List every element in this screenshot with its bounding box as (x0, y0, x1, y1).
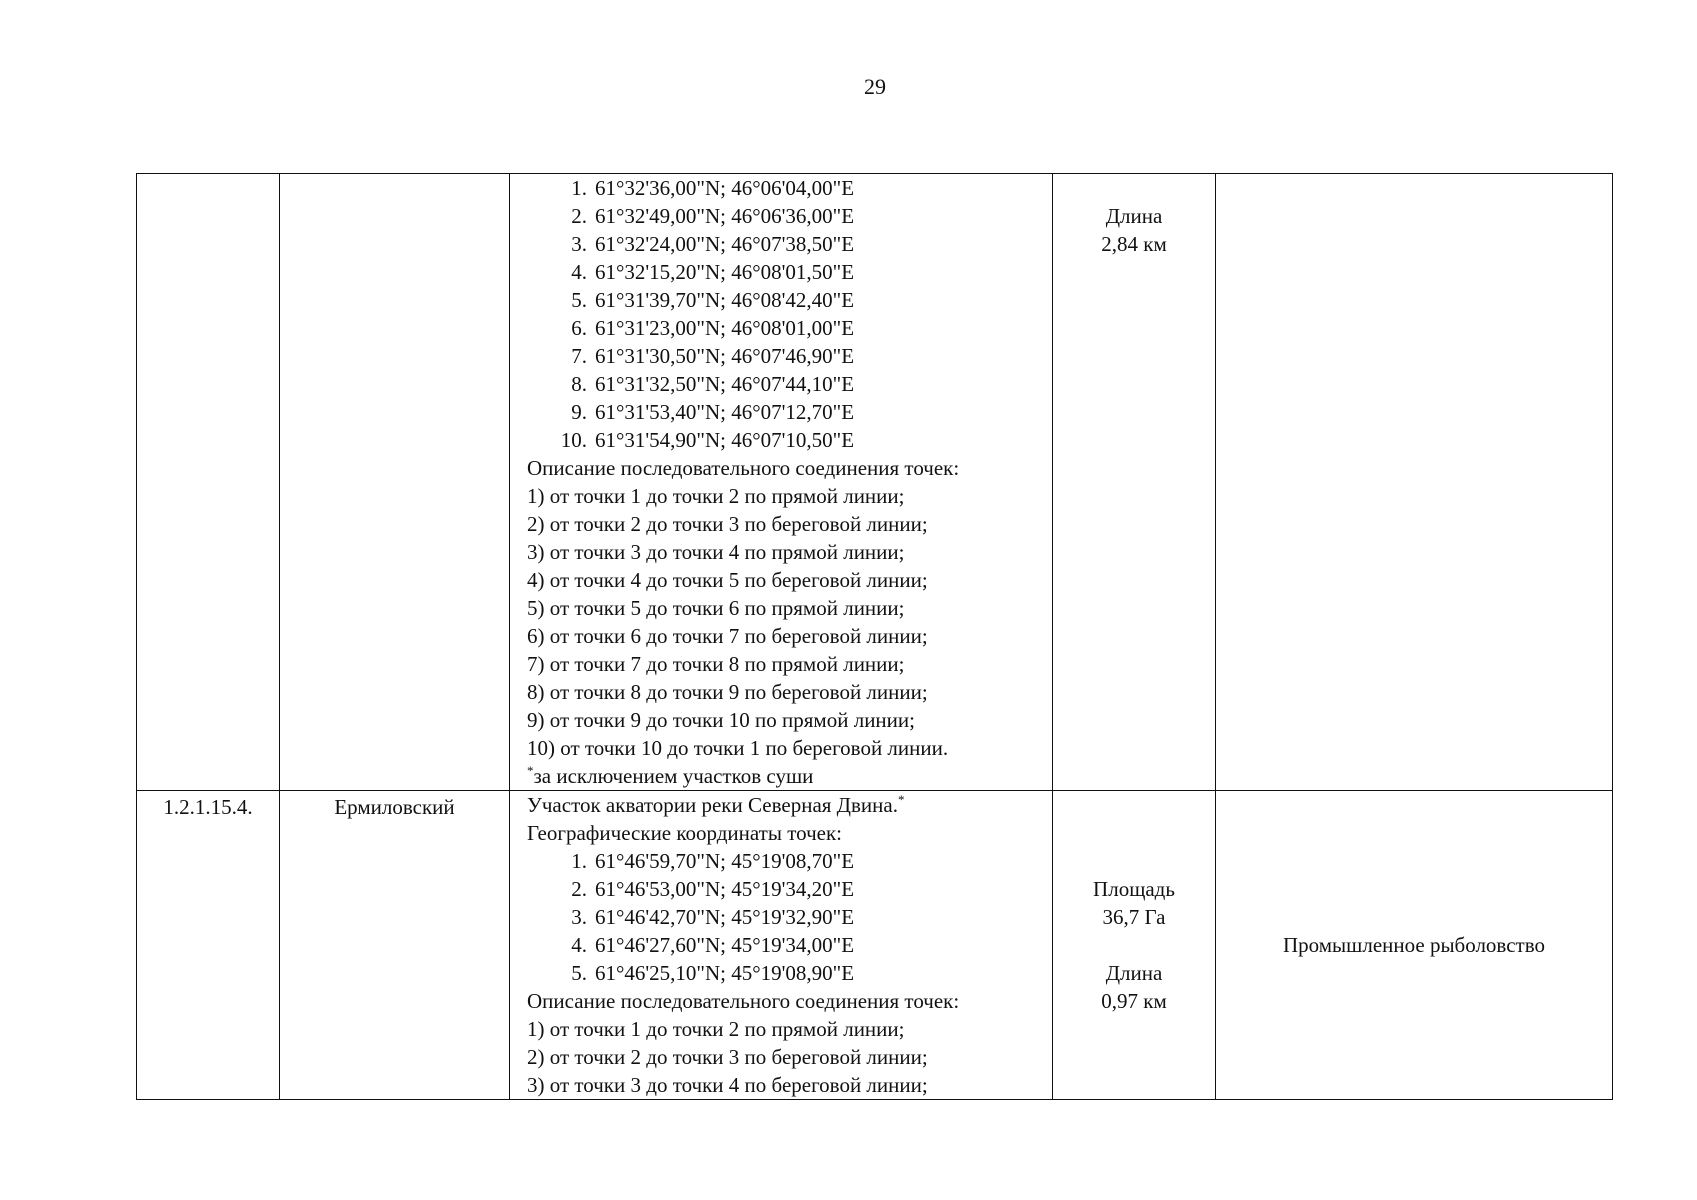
list-item: 3. 61°32'24,00"N; 46°07'38,50"E (571, 232, 855, 256)
list-item: 3. 61°46'42,70"N; 45°19'32,90"E (571, 905, 855, 929)
list-item: 2) от точки 2 до точки 3 по береговой линии; (527, 1045, 928, 1069)
list-item: 6. 61°31'23,00"N; 46°08'01,00"E (571, 316, 855, 340)
list-item: 6) от точки 6 до точки 7 по береговой линии; (527, 624, 928, 648)
length-label: Длина (1105, 961, 1163, 985)
area-value: 36,7 Га (1102, 905, 1166, 929)
list-item: 1) от точки 1 до точки 2 по прямой линии; (527, 484, 905, 508)
footnote (527, 762, 1048, 790)
footnote-mark: * (527, 763, 534, 778)
row-number-cell (137, 174, 280, 791)
list-item: 4) от точки 4 до точки 5 по береговой линии; (527, 568, 928, 592)
table-row (137, 791, 1613, 1100)
list-item: 8) от точки 8 до точки 9 по береговой линии; (527, 680, 928, 704)
area-label: Площадь (1093, 877, 1175, 901)
area-description-cell (510, 791, 1053, 1100)
connection-heading: Описание последовательного соединения точек: (527, 456, 960, 480)
list-item: 10. 61°31'54,90"N; 46°07'10,50"E (560, 428, 855, 452)
coords-heading: Географические координаты точек: (527, 821, 842, 845)
area-name-cell (280, 174, 510, 791)
length-value: 0,97 км (1101, 989, 1167, 1013)
length-value: 2,84 км (1101, 232, 1167, 256)
list-item: 1) от точки 1 до точки 2 по прямой линии; (527, 1017, 905, 1041)
list-item: 9. 61°31'53,40"N; 46°07'12,70"E (571, 400, 855, 424)
list-item: 4. 61°32'15,20"N; 46°08'01,50"E (571, 260, 855, 284)
fishing-areas-table (136, 173, 1613, 1100)
footnote-text: за исключением участков суши (533, 764, 814, 788)
page-number: 29 (864, 74, 886, 99)
list-item: 10) от точки 10 до точки 1 по береговой линии. (527, 736, 949, 760)
list-item: 5. 61°46'25,10"N; 45°19'08,90"E (571, 961, 855, 985)
list-item: 3) от точки 3 до точки 4 по прямой линии; (527, 540, 905, 564)
list-item: 2) от точки 2 до точки 3 по береговой линии; (527, 512, 928, 536)
list-item: 4. 61°46'27,60"N; 45°19'34,00"E (571, 933, 855, 957)
list-item: 9) от точки 9 до точки 10 по прямой линии; (527, 708, 915, 732)
table-row (137, 174, 1613, 791)
size-cell (1053, 791, 1216, 1100)
list-item: 7. 61°31'30,50"N; 46°07'46,90"E (571, 344, 855, 368)
description-title: Участок акватории реки Северная Двина.* (527, 792, 905, 817)
row-number-cell: 1.2.1.15.4. (137, 791, 280, 1100)
usage-cell (1216, 174, 1613, 791)
list-item: 2. 61°46'53,00"N; 45°19'34,20"E (571, 877, 855, 901)
list-item: 1. 61°46'59,70"N; 45°19'08,70"E (571, 849, 855, 873)
size-cell (1053, 174, 1216, 791)
connection-heading: Описание последовательного соединения точек: (527, 989, 960, 1013)
length-label: Длина (1105, 204, 1163, 228)
area-name-cell: Ермиловский (280, 791, 510, 1100)
coordinate-list (527, 847, 1048, 987)
list-item: 3) от точки 3 до точки 4 по береговой линии; (527, 1073, 928, 1097)
area-description-cell (510, 174, 1053, 791)
list-item: 1. 61°32'36,00"N; 46°06'04,00"E (571, 176, 855, 200)
usage-cell: Промышленное рыболовство (1216, 791, 1613, 1100)
list-item: 7) от точки 7 до точки 8 по прямой линии; (527, 652, 905, 676)
list-item: 5) от точки 5 до точки 6 по прямой линии; (527, 596, 905, 620)
list-item: 8. 61°31'32,50"N; 46°07'44,10"E (571, 372, 855, 396)
coordinate-list (527, 174, 1048, 454)
list-item: 2. 61°32'49,00"N; 46°06'36,00"E (571, 204, 855, 228)
list-item: 5. 61°31'39,70"N; 46°08'42,40"E (571, 288, 855, 312)
footnote-mark: * (897, 792, 905, 807)
